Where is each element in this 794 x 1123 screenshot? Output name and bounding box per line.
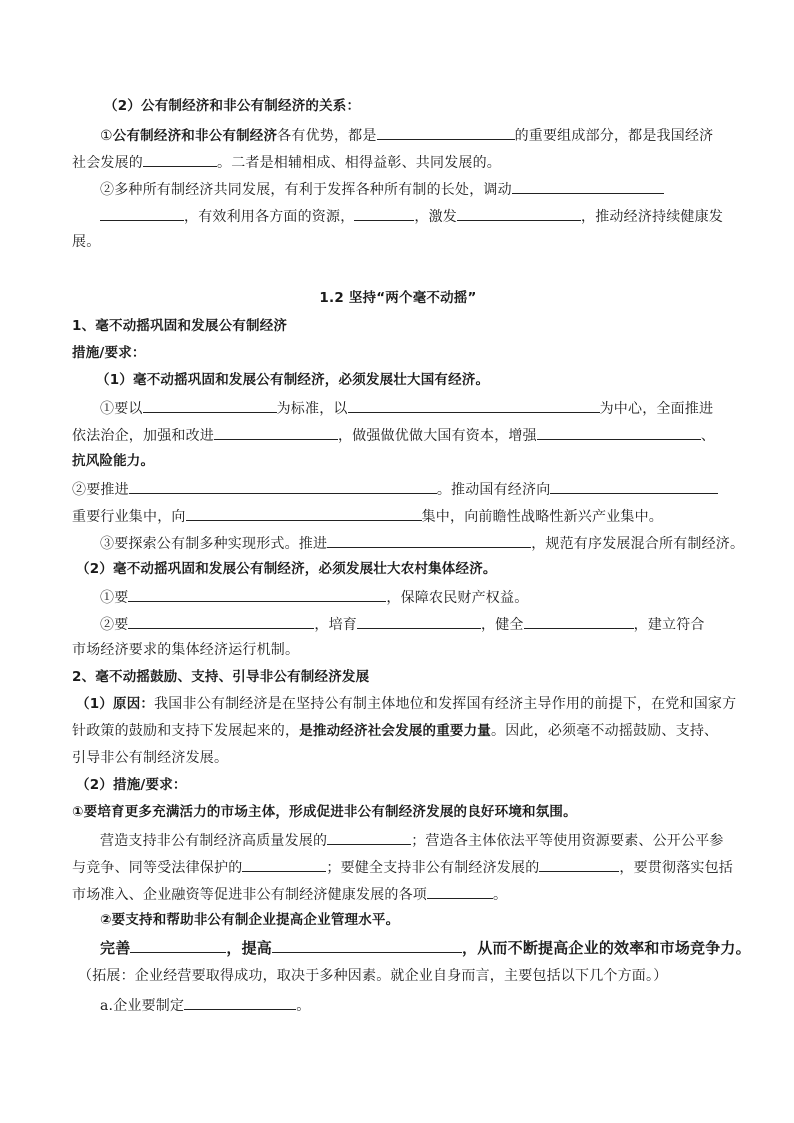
text-span: 针政策的鼓励和支持下发展起来的，: [72, 723, 300, 739]
fill-blank[interactable]: [130, 937, 226, 953]
text-span: 、: [700, 428, 716, 444]
text-span: 。因此，必须毫不动摇鼓励、支持、: [491, 723, 719, 739]
text-span: ②要: [100, 617, 129, 633]
text-span: 的重要组成部分，都是我国经济: [514, 128, 714, 144]
m2-line-1: [100, 937, 752, 958]
relation-line-4: [100, 205, 752, 227]
text-span: 完善: [100, 939, 131, 957]
text-span: ，推动经济持续健康发: [581, 209, 724, 225]
p1-line-4: [72, 478, 724, 500]
fill-blank[interactable]: [327, 829, 411, 845]
text-span: ，保障农民财产权益。: [386, 590, 529, 606]
fill-blank[interactable]: [537, 424, 701, 440]
fill-blank[interactable]: [128, 613, 314, 629]
reason-line-2: [72, 721, 724, 741]
text-span: ，从而不断提高企业的效率和市场竞争力。: [462, 939, 751, 957]
bold-phrase: 公有制经济和非公有制经济: [112, 128, 278, 144]
text-span: 为标准，以: [276, 401, 348, 417]
text-span: ，做强做优做大国有资本，增强: [338, 428, 537, 444]
p2-line-1: [100, 586, 752, 608]
point-1-heading: （1）毫不动摇巩固和发展公有制经济，必须发展壮大国有经济。: [96, 372, 490, 388]
fill-blank[interactable]: [550, 478, 718, 494]
heading-2: 2、毫不动摇鼓励、支持、引导非公有制经济发展: [72, 669, 370, 685]
fill-blank[interactable]: [143, 151, 217, 167]
text-span: 营造支持非公有制经济高质量发展的: [100, 833, 328, 849]
m1-line-1: [100, 829, 752, 851]
fill-blank[interactable]: [377, 124, 515, 140]
relation-line-3: [100, 178, 752, 200]
text-span: 。二者是相辅相成、相得益彰、共同发展的。: [217, 155, 501, 171]
text-span: 为中心，全面推进: [599, 401, 714, 417]
text-span: ②要推进: [72, 482, 129, 498]
fill-blank[interactable]: [354, 205, 414, 221]
fill-blank[interactable]: [184, 994, 296, 1010]
text-span: 与竞争、同等受法律保护的: [72, 860, 243, 876]
text-span: ，激发: [414, 209, 458, 225]
fill-blank[interactable]: [129, 478, 437, 494]
measure-1-heading: ①要培育更多充满活力的市场主体，形成促进非公有制经济发展的良好环境和氛围。: [72, 804, 577, 820]
p2-line-3: 市场经济要求的集体经济运行机制。: [72, 642, 300, 658]
text-span: 我国非公有制经济是在坚持公有制主体地位和发挥国有经济主导作用的前提下，在党和国家方: [154, 696, 737, 712]
m1-line-3: [72, 883, 724, 905]
text-span: ，提高: [226, 939, 273, 957]
fill-blank[interactable]: [242, 856, 326, 872]
p1-line-1: [100, 397, 752, 419]
fill-blank[interactable]: [512, 178, 664, 194]
text-span: ①要以: [100, 401, 143, 417]
circle-number: ①: [100, 128, 113, 144]
text-span: ，要贯彻落实包括: [619, 860, 734, 876]
measures-heading: （2）措施/要求：: [76, 777, 187, 793]
heading-1: 1、毫不动摇巩固和发展公有制经济: [72, 318, 288, 334]
requirements-label: 措施/要求：: [72, 345, 146, 361]
fill-blank[interactable]: [100, 205, 184, 221]
text-span: a.企业要制定: [100, 998, 185, 1014]
text-span: 重要行业集中，向: [72, 509, 186, 525]
point-2-heading: （2）毫不动摇巩固和发展公有制经济，必须发展壮大农村集体经济。: [76, 561, 497, 577]
text-span: ；要健全支持非公有制经济发展的: [326, 860, 540, 876]
p1-line-2: [72, 424, 724, 446]
relation-line-1: [100, 124, 752, 146]
a-line-1: [100, 994, 752, 1016]
fill-blank[interactable]: [427, 883, 493, 899]
fill-blank[interactable]: [128, 586, 386, 602]
text-span: ③要探索公有制多种实现形式。推进: [100, 536, 328, 552]
fill-blank[interactable]: [348, 397, 600, 413]
text-span: ②多种所有制经济共同发展，有利于发挥各种所有制的长处，调动: [100, 182, 512, 198]
text-span: 依法治企，加强和改进: [72, 428, 214, 444]
relation-heading: （2）公有制经济和非公有制经济的关系：: [104, 98, 361, 114]
fill-blank[interactable]: [143, 397, 277, 413]
text-span: 。: [296, 998, 311, 1014]
text-span: 市场准入、企业融资等促进非公有制经济健康发展的各项: [72, 887, 427, 903]
text-span: 。: [493, 887, 508, 903]
fill-blank[interactable]: [357, 613, 481, 629]
reason-line-1: [76, 694, 737, 714]
relation-line-5: 展。: [72, 234, 101, 250]
fill-blank[interactable]: [327, 532, 531, 548]
fill-blank[interactable]: [457, 205, 581, 221]
fill-blank[interactable]: [272, 937, 462, 953]
text-span: ，有效利用各方面的资源，: [184, 209, 355, 225]
reason-line-3: 引导非公有制经济发展。: [72, 750, 229, 766]
bold-phrase: （1）原因：: [76, 696, 155, 712]
p1-line-3: 抗风险能力。: [72, 453, 155, 469]
extension-note: （拓展：企业经营要取得成功，取决于多种因素。就企业自身而言，主要包括以下几个方面。）: [78, 968, 668, 984]
text-span: 。推动国有经济向: [436, 482, 551, 498]
bold-phrase: 是推动经济社会发展的重要力量: [299, 723, 492, 739]
p1-line-5: [72, 505, 724, 527]
m1-line-2: [72, 856, 734, 878]
text-span: 各有优势，都是: [277, 128, 377, 144]
text-span: ①要: [100, 590, 129, 606]
text-span: ，建立符合: [633, 617, 705, 633]
fill-blank[interactable]: [524, 613, 634, 629]
p1-line-6: [100, 532, 752, 554]
fill-blank[interactable]: [539, 856, 619, 872]
text-span: ，规范有序发展混合所有制经济。: [531, 536, 745, 552]
fill-blank[interactable]: [214, 424, 338, 440]
p2-line-2: [100, 613, 752, 635]
measure-2-heading: ②要支持和帮助非公有制企业提高企业管理水平。: [100, 912, 400, 928]
text-span: 集中，向前瞻性战略性新兴产业集中。: [421, 509, 664, 525]
text-span: ；营造各主体依法平等使用资源要素、公开公平参: [411, 833, 724, 849]
text-span: 社会发展的: [72, 155, 143, 171]
fill-blank[interactable]: [186, 505, 422, 521]
relation-line-2: [72, 151, 724, 173]
section-title: 1.2 坚持“两个毫不动摇”: [319, 290, 477, 306]
text-span: ，健全: [481, 617, 524, 633]
text-span: ，培育: [314, 617, 358, 633]
